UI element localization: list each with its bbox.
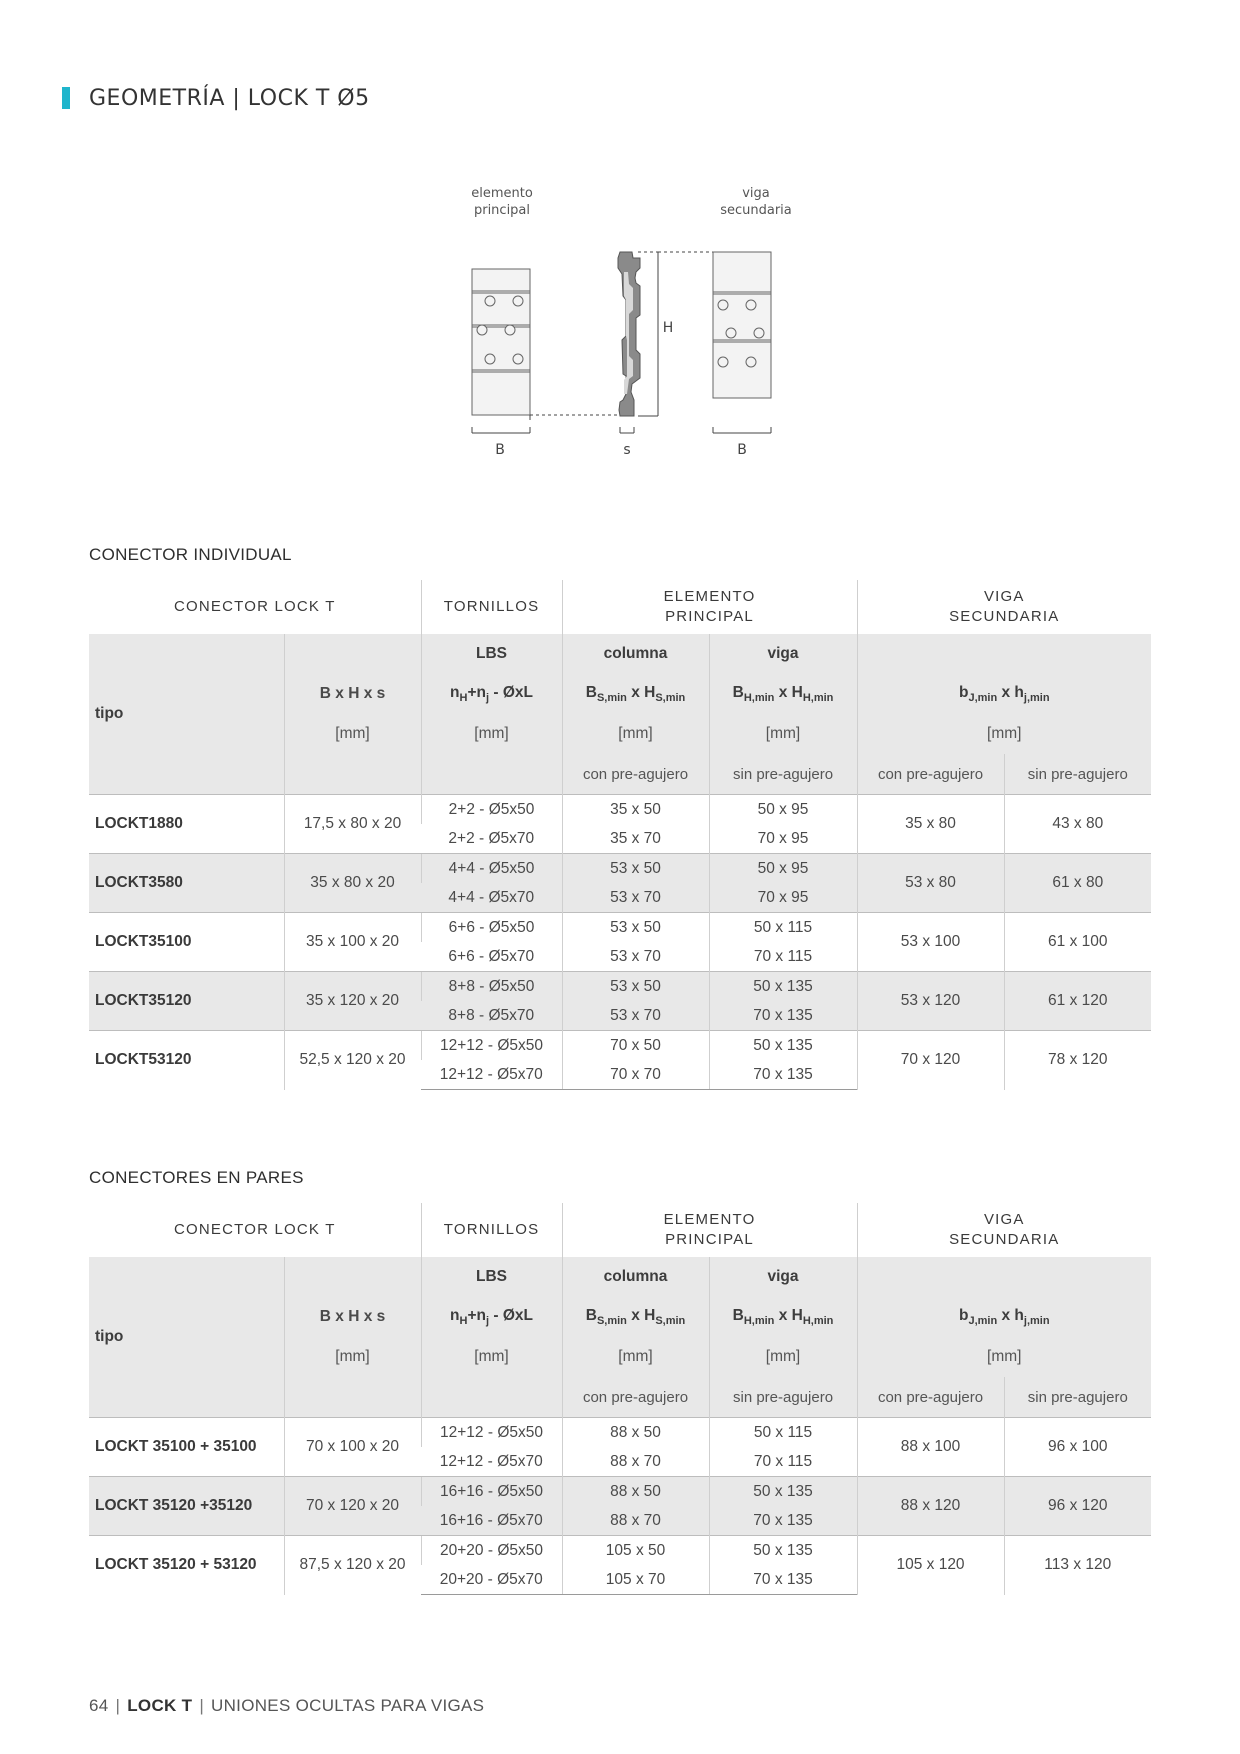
header-bhs-unit: [mm] (335, 725, 370, 742)
section-title-pairs: CONECTORES EN PARES (89, 1168, 304, 1187)
table-cell: 105 x 50 (562, 1536, 709, 1566)
table-cell: 50 x 115 (709, 913, 857, 943)
header-unit-bs: [mm] (562, 1337, 709, 1377)
table-cell: 61 x 120 (1004, 972, 1151, 1031)
page-footer: 64 | LOCK T | UNIONES OCULTAS PARA VIGAS (89, 1696, 485, 1715)
group-elemento: ELEMENTO PRINCIPAL (562, 1203, 857, 1257)
header-viga: viga (709, 1257, 857, 1297)
table-cell: LOCKT3580 (89, 854, 284, 913)
table-cell: 113 x 120 (1004, 1536, 1151, 1595)
label-elemento-line1: elemento (471, 186, 533, 201)
page-title: GEOMETRÍA | LOCK T Ø5 (89, 85, 370, 111)
table-row (89, 1536, 1151, 1566)
header-sin-pre-2: sin pre-agujero (1004, 1377, 1151, 1417)
table-cell: 88 x 70 (562, 1447, 709, 1477)
table-cell: 35 x 80 x 20 (284, 854, 421, 913)
table-cell: 105 x 120 (857, 1536, 1004, 1595)
table-cell: 43 x 80 (1004, 795, 1151, 854)
section-title-individual: CONECTOR INDIVIDUAL (89, 545, 292, 564)
table-row (89, 1031, 1151, 1061)
table-row (89, 1477, 1151, 1507)
footer-section: UNIONES OCULTAS PARA VIGAS (211, 1696, 485, 1715)
table-cell: 87,5 x 120 x 20 (284, 1536, 421, 1595)
table-cell: 50 x 115 (709, 1418, 857, 1448)
header-sin-pre-1: sin pre-agujero (709, 754, 857, 794)
table-cell: 17,5 x 80 x 20 (284, 795, 421, 854)
label-viga-line2: secundaria (720, 203, 792, 218)
table-cell: 6+6 - Ø5x50 (421, 913, 562, 943)
header-bh: $B_{H,min}$ x $H_{H,min}$ (709, 674, 857, 714)
table-cell: 52,5 x 120 x 20 (284, 1031, 421, 1090)
header-nj: $n_H+n_j$ - ØxL (421, 674, 562, 714)
group-conector: CONECTOR LOCK T (173, 1221, 336, 1238)
table-cell: 35 x 80 (857, 795, 1004, 854)
header-unit-bs: [mm] (562, 714, 709, 754)
table-cell: 50 x 95 (709, 854, 857, 884)
table-cell: 16+16 - Ø5x70 (421, 1506, 562, 1536)
table-cell: 53 x 120 (857, 972, 1004, 1031)
table-cell: 53 x 70 (562, 1001, 709, 1031)
table-row (89, 1418, 1151, 1448)
header-bh: $B_{H,min}$ x $H_{H,min}$ (709, 1297, 857, 1337)
label-elemento-line2: principal (473, 203, 531, 218)
table-cell: 70 x 95 (709, 883, 857, 913)
table-cell: 35 x 50 (562, 795, 709, 825)
table-cell: 50 x 135 (709, 1536, 857, 1566)
table-cell: 96 x 100 (1004, 1418, 1151, 1477)
header-bs: $B_{S,min}$ x $H_{S,min}$ (562, 1297, 709, 1337)
dim-s-label: s (623, 442, 631, 458)
label-viga-line1: viga (742, 186, 770, 201)
table-cell: LOCKT 35120 + 53120 (89, 1536, 284, 1595)
header-sin-pre-1: sin pre-agujero (709, 1377, 857, 1417)
table-cell: 20+20 - Ø5x50 (421, 1536, 562, 1566)
header-lbs: LBS (421, 634, 562, 674)
table-cell: 70 x 120 (857, 1031, 1004, 1090)
accent-bar (62, 87, 70, 109)
dim-B-left-label: B (495, 442, 505, 458)
header-unit-lbs: [mm] (421, 1337, 562, 1377)
table-cell: 6+6 - Ø5x70 (448, 947, 535, 965)
table-cell: LOCKT53120 (89, 1031, 284, 1090)
header-bs: $B_{S,min}$ x $H_{S,min}$ (562, 674, 709, 714)
table-row (89, 795, 1151, 825)
header-con-pre-1: con pre-agujero (562, 1377, 709, 1417)
table-cell: 53 x 80 (857, 854, 1004, 913)
table-cell: 53 x 100 (857, 913, 1004, 972)
main-plate (472, 269, 530, 415)
table-row (89, 972, 1151, 1002)
page-number: 64 (89, 1696, 109, 1715)
table-cell: 88 x 100 (857, 1418, 1004, 1477)
table-cell: 16+16 - Ø5x50 (421, 1477, 562, 1507)
table-cell: 88 x 50 (562, 1418, 709, 1448)
table-cell: 70 x 115 (709, 1447, 857, 1477)
table-cell: 88 x 120 (857, 1477, 1004, 1536)
table-cell: 4+4 - Ø5x70 (421, 883, 562, 913)
table-cell: 50 x 135 (709, 1477, 857, 1507)
table-cell: 70 x 70 (562, 1060, 709, 1090)
footer-product: LOCK T (127, 1696, 193, 1715)
secondary-plate (713, 252, 771, 398)
table-cell: 53 x 50 (562, 913, 709, 943)
group-viga: VIGA SECUNDARIA (857, 1203, 1151, 1257)
table-cell: 2+2 - Ø5x70 (448, 829, 535, 847)
header-unit-bh: [mm] (709, 1337, 857, 1377)
table-pairs (89, 1203, 1151, 1595)
group-elemento: ELEMENTO PRINCIPAL (562, 580, 857, 634)
header-columna: columna (562, 1257, 709, 1297)
group-viga: VIGA SECUNDARIA (857, 580, 1151, 634)
table-cell: 88 x 70 (562, 1506, 709, 1536)
table-cell: 70 x 135 (709, 1060, 857, 1090)
table-cell: 8+8 - Ø5x50 (421, 972, 562, 1002)
header-nj: $n_H+n_j$ - ØxL (421, 1297, 562, 1337)
header-bj: $b_{J,min}$ x $h_{j,min}$ (857, 674, 1151, 714)
header-bhs: B x H x s (319, 685, 386, 702)
header-con-pre-1: con pre-agujero (562, 754, 709, 794)
group-tornillos: TORNILLOS (421, 1203, 562, 1257)
table-cell: LOCKT 35120 +35120 (89, 1477, 284, 1536)
table-cell: 70 x 135 (709, 1565, 857, 1595)
page-header (62, 86, 370, 110)
table-cell: 53 x 70 (562, 942, 709, 972)
table-cell: 35 x 100 x 20 (284, 913, 421, 972)
table-cell: LOCKT35120 (89, 972, 284, 1031)
dim-B-right-label: B (737, 442, 747, 458)
header-unit-bj: [mm] (857, 1337, 1151, 1377)
header-sin-pre-2: sin pre-agujero (1004, 754, 1151, 794)
table-cell: 2+2 - Ø5x50 (421, 795, 562, 825)
table-cell: 70 x 50 (562, 1031, 709, 1061)
table-row (89, 913, 1151, 943)
table-cell: 12+12 - Ø5x50 (421, 1418, 562, 1448)
table-cell: LOCKT 35100 + 35100 (89, 1418, 284, 1477)
table-cell: 12+12 - Ø5x70 (421, 1060, 562, 1090)
connector-diagram (460, 180, 820, 470)
dim-H-label: H (662, 320, 674, 336)
header-unit-bh: [mm] (709, 714, 857, 754)
table-cell: 105 x 70 (562, 1565, 709, 1595)
connector-profile (618, 252, 640, 416)
table-cell: 50 x 95 (709, 795, 857, 825)
table-cell: 88 x 50 (562, 1477, 709, 1507)
header-viga: viga (709, 634, 857, 674)
table-cell: 50 x 135 (709, 1031, 857, 1061)
table-cell: 61 x 80 (1004, 854, 1151, 913)
table-cell: 35 x 120 x 20 (284, 972, 421, 1031)
table-cell: 61 x 100 (1004, 913, 1151, 972)
header-con-pre-2: con pre-agujero (857, 754, 1004, 794)
table-cell: 8+8 - Ø5x70 (421, 1001, 562, 1031)
table-cell: 70 x 95 (709, 824, 857, 854)
header-bhs: B x H x s (319, 1308, 386, 1325)
table-cell: 70 x 100 x 20 (284, 1418, 421, 1477)
header-bj: $b_{J,min}$ x $h_{j,min}$ (857, 1297, 1151, 1337)
table-cell: 35 x 70 (562, 824, 709, 854)
table-cell: 53 x 70 (562, 883, 709, 913)
header-columna: columna (562, 634, 709, 674)
header-con-pre-2: con pre-agujero (857, 1377, 1004, 1417)
group-conector: CONECTOR LOCK T (173, 598, 336, 615)
table-cell: 70 x 135 (709, 1001, 857, 1031)
header-unit-lbs: [mm] (421, 714, 562, 754)
header-tipo: tipo (89, 1257, 284, 1418)
table-cell: 20+20 - Ø5x70 (421, 1565, 562, 1595)
table-cell: LOCKT35100 (89, 913, 284, 972)
table-cell: 12+12 - Ø5x50 (421, 1031, 562, 1061)
table-row (89, 854, 1151, 884)
header-bhs-unit: [mm] (335, 1348, 370, 1365)
header-lbs: LBS (421, 1257, 562, 1297)
table-cell: 53 x 50 (562, 972, 709, 1002)
table-cell: 70 x 120 x 20 (284, 1477, 421, 1536)
table-cell: 78 x 120 (1004, 1031, 1151, 1090)
header-unit-bj: [mm] (857, 714, 1151, 754)
table-cell: 4+4 - Ø5x50 (421, 854, 562, 884)
table-cell: LOCKT1880 (89, 795, 284, 854)
group-tornillos: TORNILLOS (421, 580, 562, 634)
table-cell: 96 x 120 (1004, 1477, 1151, 1536)
header-tipo: tipo (89, 634, 284, 795)
table-individual (89, 580, 1151, 1090)
table-cell: 12+12 - Ø5x70 (439, 1452, 543, 1470)
table-cell: 53 x 50 (562, 854, 709, 884)
table-cell: 70 x 135 (709, 1506, 857, 1536)
table-cell: 70 x 115 (709, 942, 857, 972)
table-cell: 50 x 135 (709, 972, 857, 1002)
